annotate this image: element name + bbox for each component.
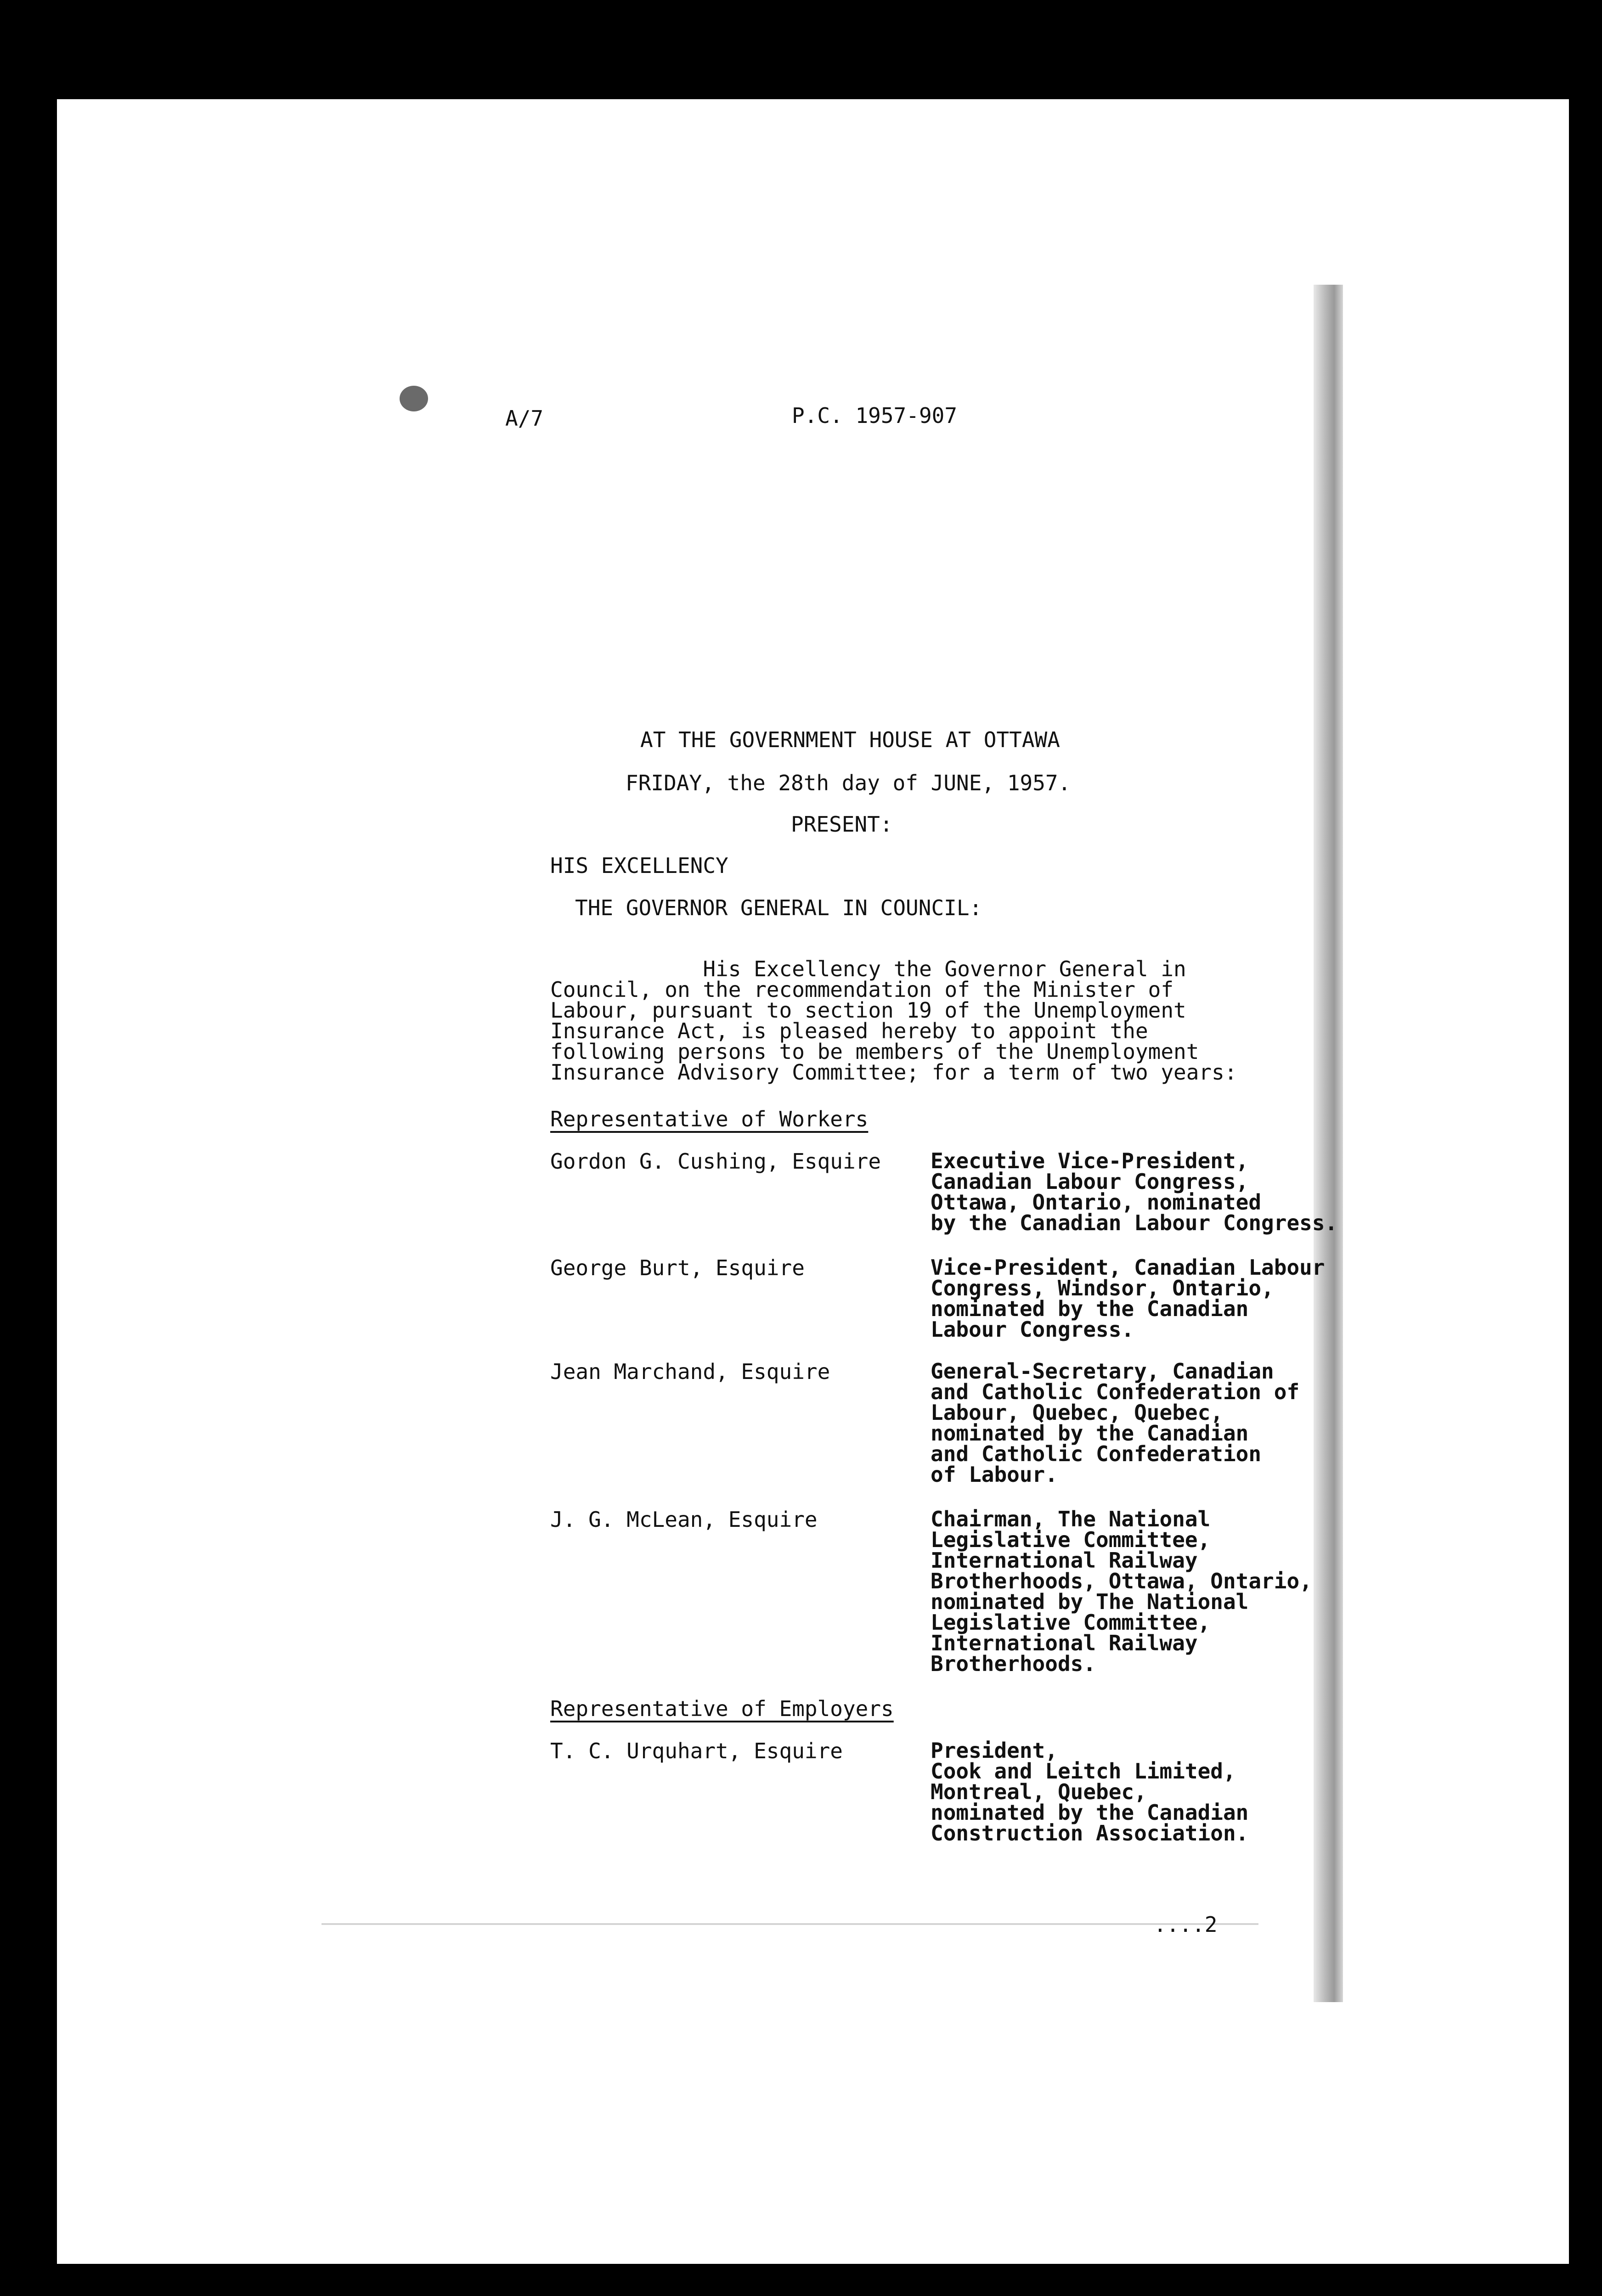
heading-location: AT THE GOVERNMENT HOUSE AT OTTAWA [640, 727, 1060, 752]
heading-present: PRESENT: [791, 812, 893, 837]
member-name: George Burt, Esquire [550, 1255, 805, 1280]
file-reference: A/7 [505, 406, 544, 431]
member-description: Vice-President, Canadian Labour Congress, Windsor, Ontario, nominated by the Canadian Labour Congress. [931, 1255, 1325, 1342]
heading-governor: THE GOVERNOR GENERAL IN COUNCIL: [575, 895, 982, 920]
employers-heading: Representative of Employers [550, 1696, 894, 1721]
page-edge-shadow [1314, 285, 1343, 2002]
member-name: J. G. McLean, Esquire [550, 1507, 818, 1532]
member-description: Chairman, The National Legislative Committee, International Railway Brotherhoods, Ottawa, Ontario, nominated by The National Legislative Committee, International Railway Brotherhoods. [931, 1507, 1312, 1676]
continuation-marker: ....2 [1154, 1912, 1218, 1937]
workers-heading: Representative of Workers [550, 1107, 869, 1131]
member-name: Gordon G. Cushing, Esquire [550, 1149, 881, 1174]
order-number: P.C. 1957-907 [792, 403, 958, 428]
member-description: President, Cook and Leitch Limited, Montreal, Quebec, nominated by the Canadian Construction Association. [931, 1738, 1249, 1846]
member-description: Executive Vice-President, Canadian Labour Congress, Ottawa, Ontario, nominated by the Canadian Labour Congress. [931, 1148, 1338, 1235]
heading-date: FRIDAY, the 28th day of JUNE, 1957. [626, 771, 1071, 795]
scan-bottom-mark [322, 1923, 1258, 1925]
member-description: General-Secretary, Canadian and Catholic Confederation of Labour, Quebec, Quebec, nominated by the Canadian and Catholic Confederation of Labour. [931, 1359, 1300, 1487]
member-name: Jean Marchand, Esquire [550, 1359, 830, 1384]
hole-punch-mark [400, 386, 428, 411]
heading-excellency: HIS EXCELLENCY [550, 853, 728, 878]
order-paragraph: His Excellency the Governor General in Council, on the recommendation of the Minister of Labour, pursuant to section 19 of the Unemployment Insurance Act, is pleased hereby to appoint the following persons to be members of the Unemployment Insurance Advisory Committee; for a term of two years: [550, 957, 1237, 1085]
member-name: T. C. Urquhart, Esquire [550, 1739, 843, 1763]
